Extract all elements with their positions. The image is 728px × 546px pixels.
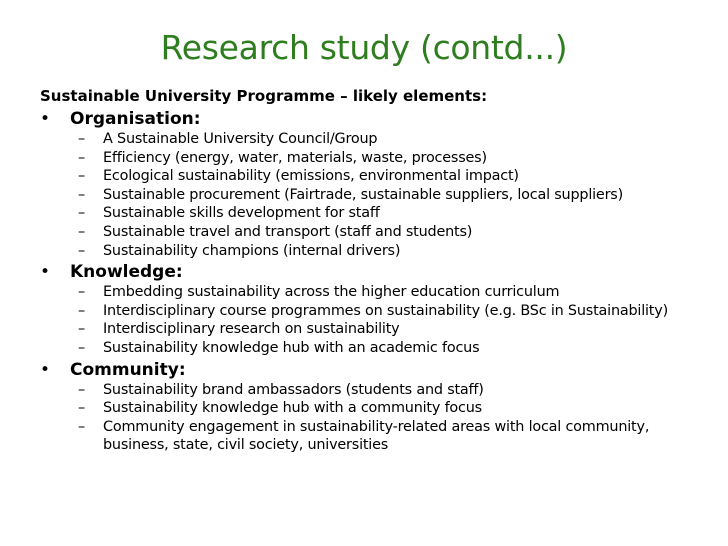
section-organisation bbox=[40, 108, 720, 260]
section-heading-label: Knowledge: bbox=[70, 262, 183, 283]
dash-icon: – bbox=[78, 302, 85, 319]
dash-icon: – bbox=[78, 321, 85, 338]
list-item bbox=[40, 381, 720, 400]
list-item bbox=[40, 399, 720, 418]
dash-icon: – bbox=[78, 149, 85, 166]
list-item bbox=[40, 320, 720, 339]
list-item bbox=[40, 130, 720, 149]
list-item bbox=[40, 302, 720, 321]
dash-icon: – bbox=[78, 168, 85, 185]
list-item-text: Embedding sustainability across the higher education curriculum bbox=[103, 284, 560, 301]
list-item bbox=[40, 167, 720, 186]
dash-icon: – bbox=[78, 381, 85, 398]
bullet-icon: • bbox=[40, 109, 51, 129]
item-list bbox=[40, 283, 720, 357]
section-community bbox=[40, 359, 720, 455]
list-item bbox=[40, 339, 720, 358]
section-heading bbox=[40, 108, 720, 130]
dash-icon: – bbox=[78, 223, 85, 240]
section-heading-label: Community: bbox=[70, 359, 186, 380]
dash-icon: – bbox=[78, 418, 85, 435]
list-item-text: Interdisciplinary research on sustainability bbox=[103, 321, 400, 338]
dash-icon: – bbox=[78, 205, 85, 222]
intro-heading: Sustainable University Programme – likely elements: bbox=[40, 87, 488, 105]
list-item bbox=[40, 242, 720, 261]
list-item-text: Community engagement in sustainability-related areas with local community, business, state, civil society, universities bbox=[103, 418, 650, 454]
bullet-icon: • bbox=[40, 262, 51, 283]
item-list bbox=[40, 130, 720, 260]
bullet-icon: • bbox=[40, 359, 51, 380]
dash-icon: – bbox=[78, 400, 85, 417]
list-item bbox=[40, 283, 720, 302]
dash-icon: – bbox=[78, 186, 85, 203]
item-list bbox=[40, 381, 720, 455]
dash-icon: – bbox=[78, 339, 85, 356]
list-item-text: Sustainability brand ambassadors (students and staff) bbox=[103, 381, 484, 398]
list-item bbox=[40, 204, 720, 223]
list-item-text: A Sustainable University Council/Group bbox=[103, 131, 378, 147]
list-item bbox=[40, 223, 720, 242]
list-item bbox=[40, 186, 720, 205]
list-item-text: Ecological sustainability (emissions, environmental impact) bbox=[103, 168, 519, 185]
slide-body bbox=[40, 86, 720, 455]
list-item-text: Sustainability champions (internal drivers) bbox=[103, 242, 401, 259]
list-item-text: Sustainability knowledge hub with a community focus bbox=[103, 400, 482, 417]
section-knowledge bbox=[40, 261, 720, 357]
list-item-text: Efficiency (energy, water, materials, waste, processes) bbox=[103, 149, 487, 166]
dash-icon: – bbox=[78, 131, 85, 147]
section-heading bbox=[40, 261, 720, 283]
list-item-text: Sustainable procurement (Fairtrade, sustainable suppliers, local suppliers) bbox=[103, 186, 624, 203]
section-heading bbox=[40, 359, 720, 381]
list-item-text: Interdisciplinary course programmes on sustainability (e.g. BSc in Sustainability) bbox=[103, 302, 668, 319]
list-item-text: Sustainable travel and transport (staff and students) bbox=[103, 223, 473, 240]
section-heading-label: Organisation: bbox=[70, 109, 201, 129]
list-item-text: Sustainability knowledge hub with an academic focus bbox=[103, 339, 480, 356]
list-item bbox=[40, 418, 720, 455]
dash-icon: – bbox=[78, 242, 85, 259]
list-item-text: Sustainable skills development for staff bbox=[103, 205, 380, 222]
list-item bbox=[40, 149, 720, 168]
dash-icon: – bbox=[78, 284, 85, 301]
slide-title: Research study (contd...) bbox=[160, 28, 568, 67]
